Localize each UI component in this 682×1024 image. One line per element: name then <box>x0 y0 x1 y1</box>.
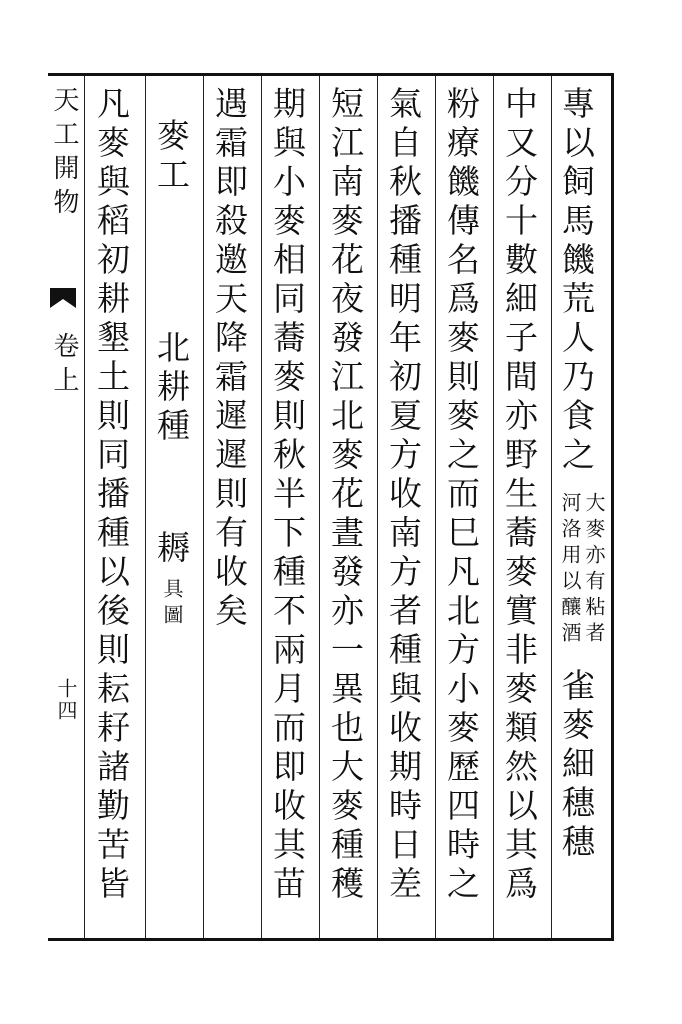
tool-character: 耨 <box>152 530 191 569</box>
text-column-1: 專以飼馬饑荒人乃食之 <box>557 86 596 476</box>
volume-label: 卷上 <box>49 332 79 400</box>
column-rule <box>319 76 320 938</box>
text-column-9: 凡麥與稻初耕墾土則同播種以後則耘耔諸勤苦皆 <box>92 86 131 905</box>
page-number: 十四 <box>54 678 78 722</box>
column-rule <box>84 76 85 938</box>
frame-bottom-rule <box>48 938 614 941</box>
column-rule <box>261 76 262 938</box>
text-column-4: 氣自秋播種明年初夏方收南方者種與收期時日差 <box>384 86 423 905</box>
text-column-1-tail: 雀麥細穗穗 <box>557 668 596 863</box>
annotation-note: 河洛用以釀酒 <box>558 492 582 648</box>
frame-top-rule <box>48 73 614 76</box>
text-column-5: 短江南麥花夜發江北麥花晝發亦一異也大麥種穫 <box>326 86 365 905</box>
annotation-note: 大麥亦有粘者 <box>582 492 606 648</box>
text-column-7: 遇霜即殺邀天降霜遲遲則有收矣 <box>210 86 249 632</box>
text-column-2: 中又分十數細子間亦野生蕎麥實非麥類然以其爲 <box>500 86 539 905</box>
text-column-3: 粉療饑傳名爲麥則麥之而巳凡北方小麥歷四時之 <box>442 86 481 905</box>
column-rule <box>493 76 494 938</box>
book-title: 天工開物 <box>49 86 79 222</box>
column-rule <box>551 76 552 938</box>
column-rule <box>203 76 204 938</box>
figure-note: 具圖 <box>160 578 184 630</box>
column-rule <box>377 76 378 938</box>
frame-right-rule <box>611 73 614 941</box>
column-rule <box>435 76 436 938</box>
text-column-6: 期與小麥相同蕎麥則秋半下種不兩月而即收其苗 <box>268 86 307 905</box>
fishtail-mark <box>50 288 76 308</box>
subsection-label: 北耕種 <box>152 330 191 447</box>
section-heading: 麥工 <box>152 118 191 196</box>
column-rule <box>145 76 146 938</box>
